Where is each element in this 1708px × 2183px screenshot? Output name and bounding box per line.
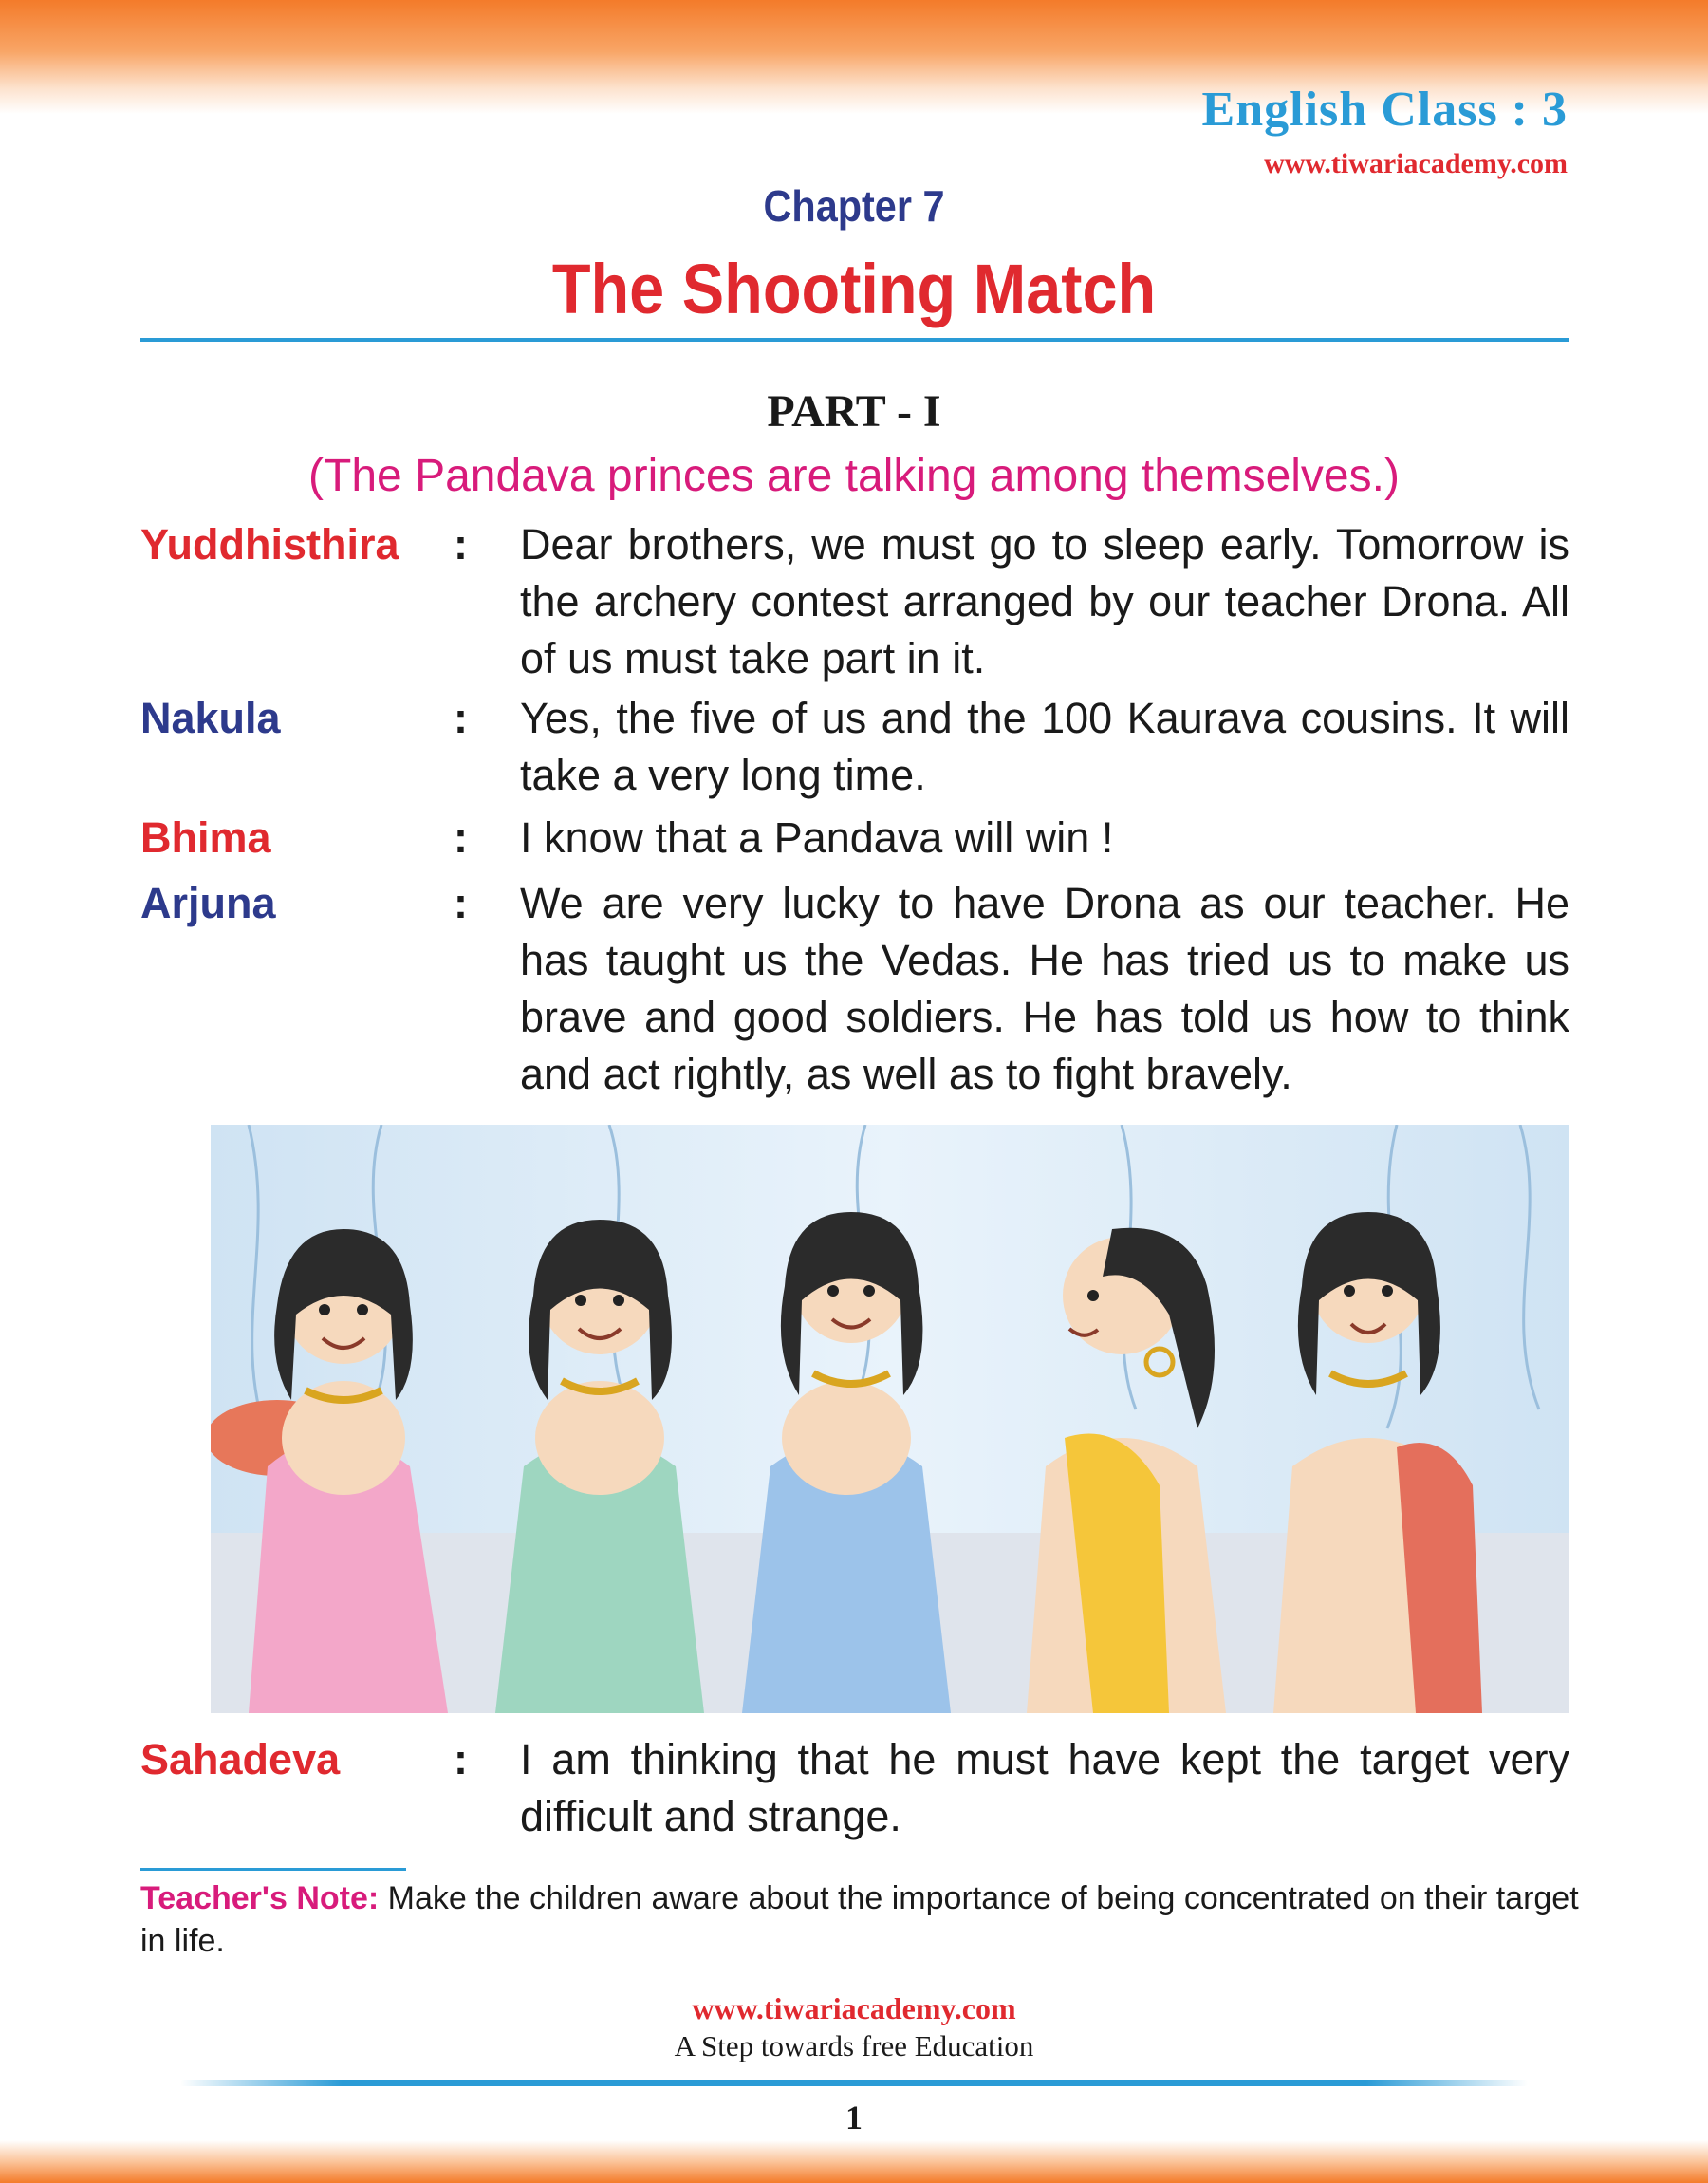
speaker-colon: : (454, 520, 468, 569)
teacher-note-label: Teacher's Note: (140, 1880, 380, 1916)
footer-site-url[interactable]: www.tiwariacademy.com (692, 1991, 1016, 2025)
teacher-note (140, 1877, 1583, 1963)
speech-text: I know that a Pandava will win ! (520, 813, 1114, 862)
speaker-colon: : (454, 694, 468, 742)
part-heading: PART - I (767, 386, 941, 437)
speaker-colon: : (454, 813, 468, 862)
footer-tagline: A Step towards free Education (674, 2029, 1034, 2062)
class-label: English Class : 3 (1201, 83, 1568, 137)
page-number: 1 (845, 2099, 863, 2136)
speaker-colon: : (454, 879, 468, 927)
speech-text: Yes, the five of us and the 100 Kaurava cousins. It will take a very long time. (520, 694, 1569, 799)
speaker-name: Yuddhisthira (140, 520, 399, 569)
speaker-name: Sahadeva (140, 1735, 341, 1783)
speaker-name: Arjuna (140, 879, 276, 927)
speaker-name: Bhima (140, 813, 271, 862)
chapter-title: The Shooting Match (551, 250, 1157, 328)
teacher-note-text: Make the children aware about the importance of being concentrated on their target in life. (140, 1880, 1579, 1959)
speaker-name: Nakula (140, 694, 281, 742)
speech-text: I am thinking that he must have kept the target very difficult and strange. (520, 1735, 1569, 1840)
speaker-colon: : (454, 1735, 468, 1783)
header-site-url[interactable]: www.tiwariacademy.com (1264, 148, 1568, 179)
footer-divider (180, 2080, 1528, 2086)
chapter-number: Chapter 7 (763, 181, 945, 231)
pandava-princes-illustration (211, 1125, 1569, 1713)
speech-text: Dear brothers, we must go to sleep early. Tomorrow is the archery contest arranged by our teacher Drona. All of us must take part in it. (520, 520, 1569, 682)
speech-text: We are very lucky to have Drona as our teacher. He has taught us the Vedas. He has tried us to make us brave and good soldiers. He has told us how to think and act rightly, as well as to fight bravely. (520, 879, 1569, 1098)
title-divider (140, 338, 1569, 342)
bottom-orange-band (0, 2140, 1708, 2183)
stage-direction: (The Pandava princes are talking among themselves.) (308, 451, 1400, 501)
note-divider (140, 1868, 406, 1871)
